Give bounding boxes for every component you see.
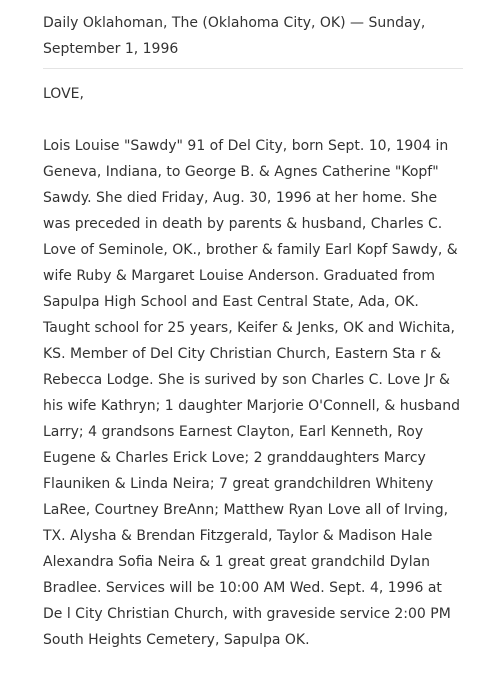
- obituary-text: Lois Louise "Sawdy" 91 of Del City, born Sept. 10, 1904 in Geneva, Indiana, to George B. & Agnes Catherine "Kopf" Sawdy. She died Friday, Aug. 30, 1996 at her home. She was preceded in death by parents & husband, Charles C. Love of Seminole, OK., brother & family Earl Kopf Sawdy, & wife Ruby & Margaret Louise Anderson. Graduated from Sapulpa High School and East Central State, Ada, OK. Taught school for 25 years, Keifer & Jenks, OK and Wichita, KS. Member of Del City Christian Church, Eastern Sta r & Rebecca Lodge. She is surived by son Charles C. Love Jr & his wife Kathryn; 1 daughter Marjorie O'Connell, & husband Larry; 4 grandsons Earnest Clayton, Earl Kenneth, Roy Eugene & Charles Erick Love; 2 granddaughters Marcy Flauniken & Linda Neira; 7 great grandchildren Whiteny LaRee, Courtney BreAnn; Matthew Ryan Love all of Irving, TX. Alysha & Brendan Fitzgerald, Taylor & Madison Hale Alexandra Sofia Neira & 1 great great grandchild Dylan Bradlee. Services will be 10:00 AM Wed. Sept. 4, 1996 at De l City Christian Church, with graveside service 2:00 PM South Heights Cemetery, Sapulpa OK.: [43, 138, 461, 648]
- publication-header: Daily Oklahoman, The (Oklahoma City, OK) — Sunday, September 1, 1996: [43, 10, 463, 69]
- obituary-title: LOVE,: [43, 86, 84, 102]
